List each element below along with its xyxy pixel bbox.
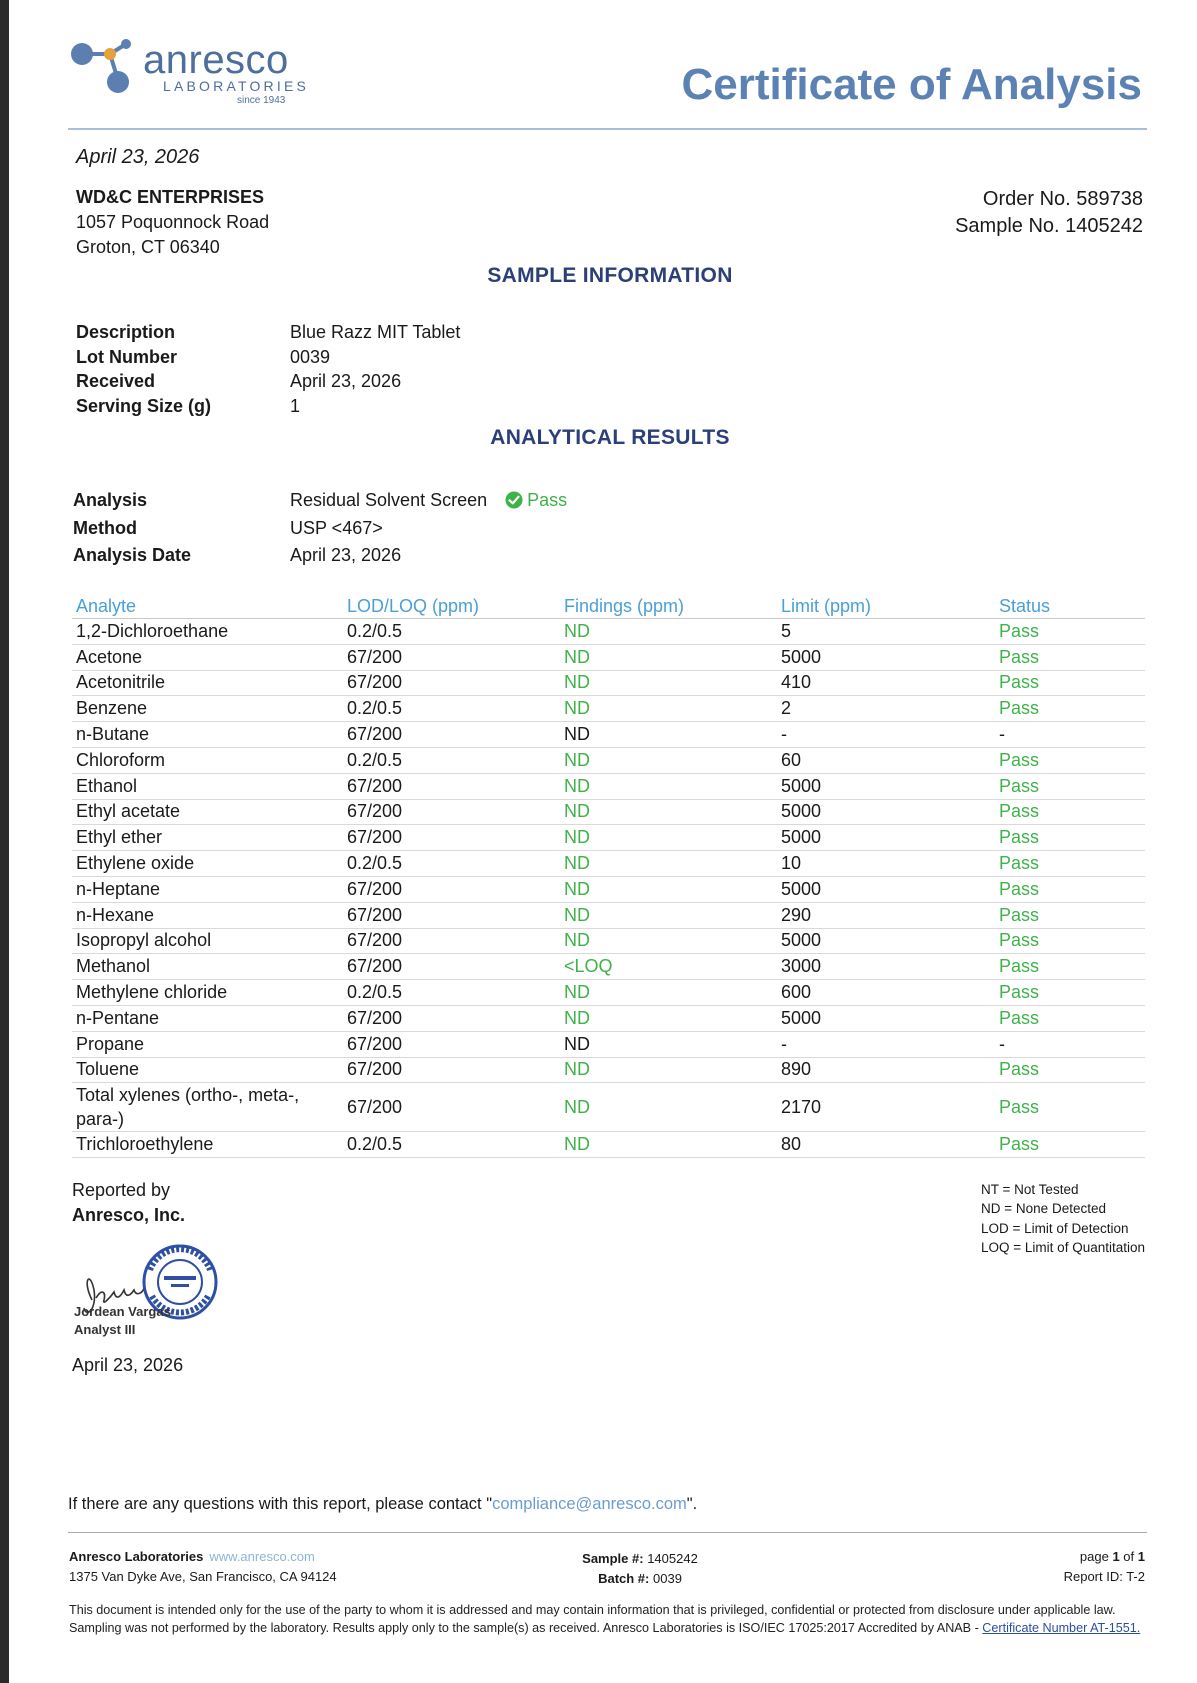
contact-suffix: ". (686, 1495, 698, 1513)
analysis-value: Residual Solvent Screen (290, 489, 488, 510)
cell-limit: 5000 (777, 1005, 995, 1031)
analysis-date-row (73, 542, 567, 569)
table-row (72, 928, 1145, 954)
contact-line (68, 1495, 697, 1514)
cell-limit: 5000 (777, 799, 995, 825)
reported-by-name: Anresco, Inc. (72, 1205, 186, 1225)
info-value: April 23, 2026 (290, 371, 402, 392)
cell-analyte: Acetone (72, 644, 343, 670)
cell-analyte: 1,2-Dichloroethane (72, 619, 343, 645)
table-row (72, 722, 1145, 748)
cell-findings: ND (560, 696, 777, 722)
cell-status: Pass (995, 644, 1145, 670)
client-name: WD&C ENTERPRISES (76, 187, 265, 207)
cell-lodloq: 0.2/0.5 (343, 980, 560, 1006)
cell-findings: ND (560, 825, 777, 851)
table-row (72, 825, 1145, 851)
table-row (72, 1132, 1145, 1158)
cell-findings: ND (560, 980, 777, 1006)
cell-lodloq: 67/200 (343, 902, 560, 928)
sample-info-row (76, 394, 460, 419)
page-of: of (1123, 1549, 1135, 1564)
client-address-block (76, 185, 269, 260)
cell-analyte: Acetonitrile (72, 670, 343, 696)
cell-findings: ND (560, 1031, 777, 1057)
cell-analyte: n-Hexane (72, 902, 343, 928)
cell-lodloq: 0.2/0.5 (343, 1132, 560, 1158)
page-prefix: page (1079, 1549, 1109, 1564)
analysis-date-value: April 23, 2026 (290, 545, 402, 565)
cell-lodloq: 67/200 (343, 1005, 560, 1031)
analysis-status-label: Pass (527, 489, 568, 510)
client-address-line2: Groton, CT 06340 (76, 237, 220, 257)
table-row (72, 954, 1145, 980)
analyst-title: Analyst III (74, 1322, 136, 1337)
cell-limit: 290 (777, 902, 995, 928)
cell-limit: 5000 (777, 876, 995, 902)
cell-limit: 410 (777, 670, 995, 696)
cell-findings: ND (560, 1083, 777, 1132)
cell-findings: ND (560, 876, 777, 902)
cell-findings: ND (560, 619, 777, 645)
table-row (72, 1005, 1145, 1031)
results-header-row (72, 594, 1145, 619)
analysis-label: Analysis (73, 489, 148, 510)
cell-limit: 10 (777, 851, 995, 877)
cell-lodloq: 0.2/0.5 (343, 619, 560, 645)
analysis-row (73, 485, 567, 515)
cell-status: Pass (995, 980, 1145, 1006)
cell-lodloq: 67/200 (343, 1057, 560, 1083)
cell-lodloq: 67/200 (343, 825, 560, 851)
client-address-line1: 1057 Poquonnock Road (76, 212, 270, 232)
analyst-block (74, 1303, 171, 1339)
legend-item: NT = Not Tested (981, 1182, 1079, 1197)
cell-findings: ND (560, 1132, 777, 1158)
legend-item: ND = None Detected (981, 1201, 1106, 1217)
cell-status: Pass (995, 954, 1145, 980)
cell-findings: ND (560, 722, 777, 748)
method-row (73, 515, 567, 542)
footer-address: 1375 Van Dyke Ave, San Francisco, CA 94124 (69, 1569, 337, 1584)
cell-limit: 80 (777, 1132, 995, 1158)
cell-limit: 2170 (777, 1083, 995, 1132)
cell-limit: 600 (777, 980, 995, 1006)
cell-analyte: Isopropyl alcohol (72, 928, 343, 954)
footer-company-block (69, 1547, 337, 1587)
header-analyte: Analyte (72, 594, 343, 619)
cell-status: Pass (995, 799, 1145, 825)
cell-lodloq: 67/200 (343, 928, 560, 954)
cell-analyte: Trichloroethylene (72, 1132, 343, 1158)
cell-status: Pass (995, 825, 1145, 851)
table-row (72, 902, 1145, 928)
table-row (72, 747, 1145, 773)
info-label: Lot Number (76, 346, 177, 367)
table-row (72, 980, 1145, 1006)
page-current: 1 (1112, 1549, 1120, 1564)
footer-divider (68, 1532, 1147, 1533)
table-row (72, 851, 1145, 877)
cell-limit: - (777, 722, 995, 748)
cell-analyte: Toluene (72, 1057, 343, 1083)
footer-batch-value: 0039 (653, 1571, 682, 1586)
cell-analyte: Methanol (72, 954, 343, 980)
sample-info-table (76, 320, 460, 419)
sample-info-row (76, 345, 460, 370)
cell-lodloq: 67/200 (343, 799, 560, 825)
info-value: Blue Razz MIT Tablet (290, 322, 461, 342)
header-divider (68, 128, 1147, 130)
cell-findings: ND (560, 644, 777, 670)
footer-batch-label: Batch #: (598, 1571, 650, 1586)
cell-lodloq: 67/200 (343, 876, 560, 902)
disclaimer (69, 1601, 1149, 1638)
cell-status: Pass (995, 696, 1145, 722)
footer-sample-label: Sample #: (582, 1551, 644, 1566)
page-total: 1 (1137, 1549, 1145, 1564)
cell-findings: ND (560, 902, 777, 928)
cell-analyte: Chloroform (72, 747, 343, 773)
table-row (72, 1031, 1145, 1057)
reported-by-block (72, 1178, 185, 1228)
table-row (72, 1083, 1145, 1132)
cell-status: Pass (995, 902, 1145, 928)
order-block (955, 186, 1143, 240)
footer-sample-block (550, 1549, 730, 1589)
cell-analyte: Methylene chloride (72, 980, 343, 1006)
cell-analyte: n-Heptane (72, 876, 343, 902)
cell-lodloq: 67/200 (343, 722, 560, 748)
cell-status: Pass (995, 670, 1145, 696)
footer-company-name: Anresco Laboratories (69, 1549, 204, 1564)
cell-limit: 5000 (777, 825, 995, 851)
cell-findings: ND (560, 1057, 777, 1083)
info-label: Serving Size (g) (76, 396, 212, 417)
table-row (72, 1057, 1145, 1083)
cell-findings: ND (560, 928, 777, 954)
cell-status: Pass (995, 773, 1145, 799)
info-label: Received (76, 371, 156, 392)
cell-limit: 60 (777, 747, 995, 773)
footer-sample-value: 1405242 (647, 1551, 698, 1566)
sample-info-row (76, 369, 460, 394)
table-row (72, 773, 1145, 799)
legend-item: LOQ = Limit of Quantitation (981, 1239, 1145, 1255)
info-value: 0039 (290, 346, 331, 367)
cell-findings: ND (560, 773, 777, 799)
method-label: Method (73, 518, 137, 538)
cell-limit: 5000 (777, 644, 995, 670)
table-row (72, 644, 1145, 670)
cell-status: Pass (995, 1057, 1145, 1083)
cell-status: Pass (995, 851, 1145, 877)
info-label: Description (76, 322, 176, 342)
header-status: Status (995, 594, 1145, 619)
results-table (72, 594, 1145, 1158)
cell-status: - (995, 722, 1145, 748)
cell-lodloq: 0.2/0.5 (343, 851, 560, 877)
cell-analyte: Benzene (72, 696, 343, 722)
header-limit: Limit (ppm) (777, 594, 995, 619)
cell-lodloq: 0.2/0.5 (343, 696, 560, 722)
cell-limit: - (777, 1031, 995, 1057)
certificate-link[interactable]: Certificate Number AT-1551. (982, 1621, 1141, 1636)
analytical-results-heading: ANALYTICAL RESULTS (490, 426, 730, 449)
cell-limit: 890 (777, 1057, 995, 1083)
cell-analyte: n-Butane (72, 722, 343, 748)
cell-status: Pass (995, 747, 1145, 773)
cell-status: Pass (995, 928, 1145, 954)
order-number: Order No. 589738 (982, 188, 1143, 210)
cell-status: - (995, 1031, 1145, 1057)
footer-website-link[interactable]: www.anresco.com (209, 1549, 315, 1564)
logo-since: since 1943 (237, 95, 286, 106)
cell-status: Pass (995, 1132, 1145, 1158)
cell-analyte: n-Pentane (72, 1005, 343, 1031)
cell-findings: ND (560, 799, 777, 825)
abbreviation-legend (981, 1180, 1145, 1257)
footer-page-block (1064, 1547, 1145, 1587)
cell-lodloq: 67/200 (343, 1031, 560, 1057)
cell-findings: ND (560, 851, 777, 877)
legend-item: LOD = Limit of Detection (981, 1220, 1129, 1236)
reported-by-label: Reported by (72, 1180, 171, 1200)
cell-status: Pass (995, 1083, 1145, 1132)
sample-number: Sample No. 1405242 (955, 215, 1143, 237)
analyst-name: Jordean Vargas (74, 1304, 171, 1319)
cell-analyte: Total xylenes (ortho-, meta-, para-) (72, 1083, 343, 1132)
method-value: USP <467> (290, 518, 383, 538)
signature-date: April 23, 2026 (72, 1355, 184, 1375)
cell-lodloq: 67/200 (343, 954, 560, 980)
table-row (72, 696, 1145, 722)
info-value: 1 (290, 396, 301, 417)
cell-findings: ND (560, 1005, 777, 1031)
report-id: Report ID: T-2 (1063, 1569, 1145, 1584)
sample-information-heading: SAMPLE INFORMATION (487, 264, 733, 287)
cell-limit: 5000 (777, 928, 995, 954)
table-row (72, 876, 1145, 902)
header-lodloq: LOD/LOQ (ppm) (343, 594, 560, 619)
cell-lodloq: 67/200 (343, 1083, 560, 1132)
cell-limit: 3000 (777, 954, 995, 980)
header-findings: Findings (ppm) (560, 594, 777, 619)
results-body (72, 619, 1145, 1158)
cell-findings: ND (560, 670, 777, 696)
cell-lodloq: 67/200 (343, 773, 560, 799)
cell-analyte: Ethylene oxide (72, 851, 343, 877)
contact-prefix: If there are any questions with this report, please contact " (68, 1495, 493, 1513)
check-circle-icon (505, 491, 523, 509)
table-row (72, 670, 1145, 696)
cell-findings: ND (560, 747, 777, 773)
table-row (72, 799, 1145, 825)
cell-limit: 5000 (777, 773, 995, 799)
cell-limit: 5 (777, 619, 995, 645)
analysis-block (73, 485, 567, 569)
contact-email-link[interactable]: compliance@anresco.com (492, 1495, 687, 1513)
cell-lodloq: 67/200 (343, 644, 560, 670)
table-row (72, 619, 1145, 645)
cell-findings: <LOQ (560, 954, 777, 980)
cell-analyte: Ethanol (72, 773, 343, 799)
logo-subtitle: LABORATORIES (163, 78, 310, 94)
cell-analyte: Ethyl ether (72, 825, 343, 851)
document-date: April 23, 2026 (76, 146, 200, 168)
cell-status: Pass (995, 876, 1145, 902)
left-edge-bar (0, 0, 9, 1683)
cell-lodloq: 0.2/0.5 (343, 747, 560, 773)
disclaimer-text: This document is intended only for the use of the party to whom it is addressed and may contain information that is privileged, confidential or protected from disclosure under applicable law. Sampling was not performed by the laboratory. Results apply only to the sample(s) as received. Anresco Laboratories is ISO/IEC 17025:2017 Accredited by ANAB - (69, 1603, 1116, 1636)
cell-lodloq: 67/200 (343, 670, 560, 696)
cell-status: Pass (995, 1005, 1145, 1031)
document-title: Certificate of Analysis (681, 60, 1142, 109)
logo-wordmark: anresco (143, 38, 289, 82)
analysis-date-label: Analysis Date (73, 545, 192, 565)
sample-info-row (76, 320, 460, 345)
cell-status: Pass (995, 619, 1145, 645)
cell-analyte: Ethyl acetate (72, 799, 343, 825)
cell-limit: 2 (777, 696, 995, 722)
cell-analyte: Propane (72, 1031, 343, 1057)
analysis-status (505, 490, 567, 511)
